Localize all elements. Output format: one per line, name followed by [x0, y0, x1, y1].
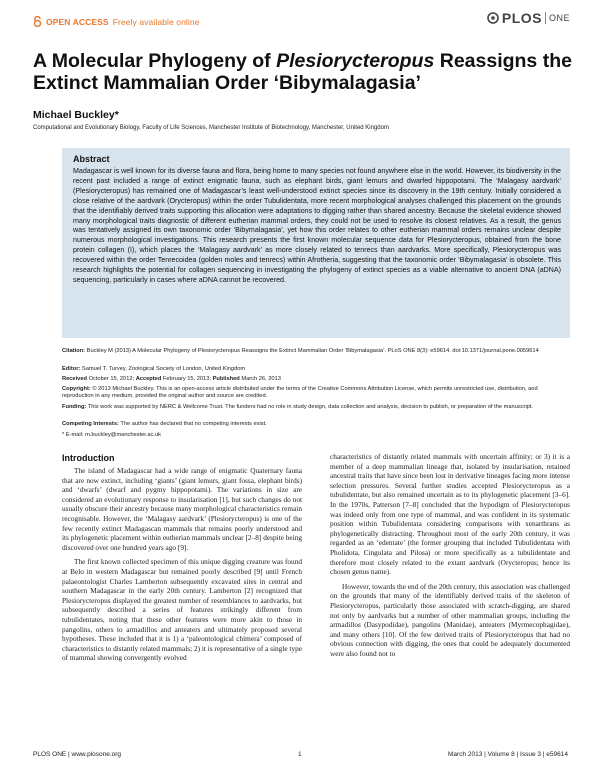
- plos-one-logo[interactable]: [487, 10, 570, 26]
- copyright-label: Copyright:: [62, 386, 91, 392]
- published-date: March 26, 2013: [241, 376, 281, 382]
- open-access-lock-icon: [33, 16, 42, 27]
- received-date: October 15, 2012;: [88, 376, 135, 382]
- dates: [62, 376, 570, 383]
- body-paragraph: characteristics of distantly related mammals with uncertain affinity; or 3) it is a member of a deep mammalian lineage that, isolated by insularisation, retained ancestral traits that have since been lost in derivative lineages facing more intense selection pressures. Several further studies accepted Plesiorycteropus as a tubulidentate, but also remained uncertain as to its phylogenetic placement [3–6]. In the 1970s, Patterson [7–8] concluded that the hypodigm of Plesiorycteropus was indeed only from one type of mammal, and was confident in its systematic position within Tubulidentata considering comparisons with xenarthrans as phylogenetically distracting. Throughout most of the early 20th century, it was regarded as an ‘edentate’ (the former grouping that included Tubulidentata with Pholidota, Cingulata and Pilosa) or more specifically as a tubulidentate and therefore most closely related to the extant aardvark (Orycteropus; hence its chosen genus name).: [330, 452, 570, 577]
- competing-interests: [62, 421, 570, 428]
- access-label: ACCESS: [72, 16, 109, 27]
- body-paragraph: The island of Madagascar had a wide range of enigmatic Quaternary fauna that are now extinct, including ‘giants’ (giant lemurs, giant fossa, elephant birds) and ‘dwarfs’ (dwarf and pygmy hippopotami). The variations in size are considered an evolutionary response to insularisation [1], but such changes do not usually obscure their ancestry because many morphological characteristics remain recognisable. However, the ‘Malagasy aardvark’ (Plesiorycteropus) is one of the few recently extinct Madagascan mammals that remains poorly understood and its phylogenetic placement within eutherian mammals unclear [2–8] despite being discovered over one hundred years ago [9].: [62, 466, 302, 552]
- logo-divider: [545, 12, 546, 24]
- page-number: 1: [298, 751, 302, 758]
- author-email[interactable]: * E-mail: m.buckley@manchester.ac.uk: [62, 432, 162, 438]
- publisher-name: PLOS: [501, 10, 542, 26]
- citation-label: Citation:: [62, 348, 86, 354]
- footer-issue: March 2013 | Volume 8 | Issue 3 | e59614: [448, 751, 568, 758]
- open-label: OPEN: [46, 16, 71, 27]
- accepted-date: February 15, 2013;: [162, 376, 211, 382]
- published-label: Published: [212, 376, 240, 382]
- editor: [62, 366, 570, 373]
- open-access-banner: [33, 16, 200, 27]
- body-column-right: [330, 452, 570, 663]
- abstract-text: Madagascar is well known for its diverse fauna and flora, being home to many species not found anywhere else in the world. However, its biodiversity in the recent past included a range of extinct enigmatic fauna, such as elephant birds, giant lemurs and dwarfed hippopotami. The ‘Malagasy aardvark’ (Plesiorycteropus) has remained one of Madagascar’s least well-understood extinct species since its discovery in the 19th century. Initially considered a close relative of the aardvark (Orycteropus) within the order Tubulidentata, more recent morphological analyses challenged this placement on the grounds that the identifiably derived traits supporting this allocation were adaptations to digging rather than shared ancestry. Because the skeletal evidence showed many morphological traits diagnostic of different eutherian mammal orders, they could not be used to resolve its closest relatives. As a result, the genus was tentatively assigned its own taxonomic order ‘Bibymalagasia’, yet how this order relates to other eutherian mammal orders remains unclear despite numerous morphological investigations. This research presents the first known molecular sequence data for Plesiorycteropus, obtained from the bone protein collagen (I), which places the ‘Malagasy aardvark’ as more closely related to tenrecs than aardvarks. More specifically, Plesiorycteropus was recovered within the order Tenrecoidea (golden moles and tenrecs) within Afrotheria, suggesting that the taxonomic order ‘Bibymalagasia’ is obsolete. This research highlights the potential for collagen sequencing in investigating the phylogeny of extinct species as a viable alternative to ancient DNA (aDNA) sequencing, particularly in cases where aDNA cannot be recovered.: [73, 167, 561, 284]
- title-part-1: A Molecular Phylogeny of: [33, 50, 277, 72]
- citation: [62, 348, 570, 355]
- author-name: Michael Buckley*: [33, 109, 119, 121]
- copyright: [62, 386, 570, 401]
- editor-label: Editor:: [62, 366, 81, 372]
- received-label: Received: [62, 376, 87, 382]
- open-access-label: [46, 17, 109, 27]
- accepted-label: Accepted: [135, 376, 162, 382]
- funding-text: This work was supported by NERC & Wellcome Trust. The funders had no role in study design, data collection and analysis, decision to publish, or preparation of the manuscript.: [87, 404, 534, 410]
- availability-text: Freely available online: [112, 16, 200, 27]
- body-paragraph: The first known collected specimen of this unique digging creature was found at Belo in western Madagascar but remained poorly described [9] until French palaeontologist Charles Lamberton subsequently excavated sites in central and southern Madagascar in the early 20th century. Lamberton [2] recognized that Plesiorycteropus displayed the greatest number of resemblances to aardvarks, but subsequently described a series of features strikingly different from tubulidentates, noting that these other features were more akin to those in pangolins, others to armadillos and anteaters and ultimately proposed several hypotheses. These included that it is 1) a ‘paleontological chimera’ composed of characteristics to distantly related mammals; 2) it is representative of a single type of mammal showing convergently evolved: [62, 557, 302, 663]
- author-affiliation: Computational and Evolutionary Biology, Faculty of Life Sciences, Manchester Institute of Biotechnology, Manchester, United Kingdom: [33, 125, 389, 131]
- editor-text: Samuel T. Turvey, Zoological Society of London, United Kingdom: [81, 366, 246, 372]
- body-column-left: [62, 466, 302, 668]
- copyright-text: © 2013 Michael Buckley. This is an open-access article distributed under the terms of the Creative Commons Attribution License, which permits unrestricted use, distribution, and reproduction in any medium, provided the original author and source are credited.: [62, 386, 538, 400]
- citation-text: Buckley M (2013) A Molecular Phylogeny of Plesiorycteropus Reassigns the Extinct Mammalian Order ‘Bibymalagasia’. PLoS ONE 8(3): e59614. doi:10.1371/journal.pone.0059614: [86, 348, 539, 354]
- plos-logo-icon: [487, 12, 499, 24]
- funding: [62, 404, 570, 411]
- introduction-heading: Introduction: [62, 453, 115, 463]
- funding-label: Funding:: [62, 404, 87, 410]
- body-paragraph: However, towards the end of the 20th century, this association was challenged on the grounds that many of the identifiably derived traits of the skeleton of Plesiorycteropus, particularly those associated with scratch-digging, are shared not only by aardvarks but a number of other mammalian groups, including the armadillos (Dasypodidae), pangolins (Manidae), anteaters (Myrmecophagidae), and many others [10]. Of the few derived traits of Plesiorycteropus that had no obvious connection with digging, the ones that could be adequately documented were also found not to: [330, 581, 571, 658]
- footer-journal[interactable]: PLOS ONE | www.plosone.org: [33, 751, 122, 758]
- competing-label: Competing Interests:: [62, 421, 119, 427]
- abstract-heading: Abstract: [73, 154, 110, 164]
- journal-name: ONE: [548, 13, 570, 23]
- competing-text: The author has declared that no competing interests exist.: [120, 421, 267, 427]
- article-title: [33, 50, 573, 94]
- title-part-2: Reassigns the Extinct Mammalian Order ‘Bibymalagasia’: [33, 50, 572, 94]
- title-genus: Plesiorycteropus: [276, 50, 435, 72]
